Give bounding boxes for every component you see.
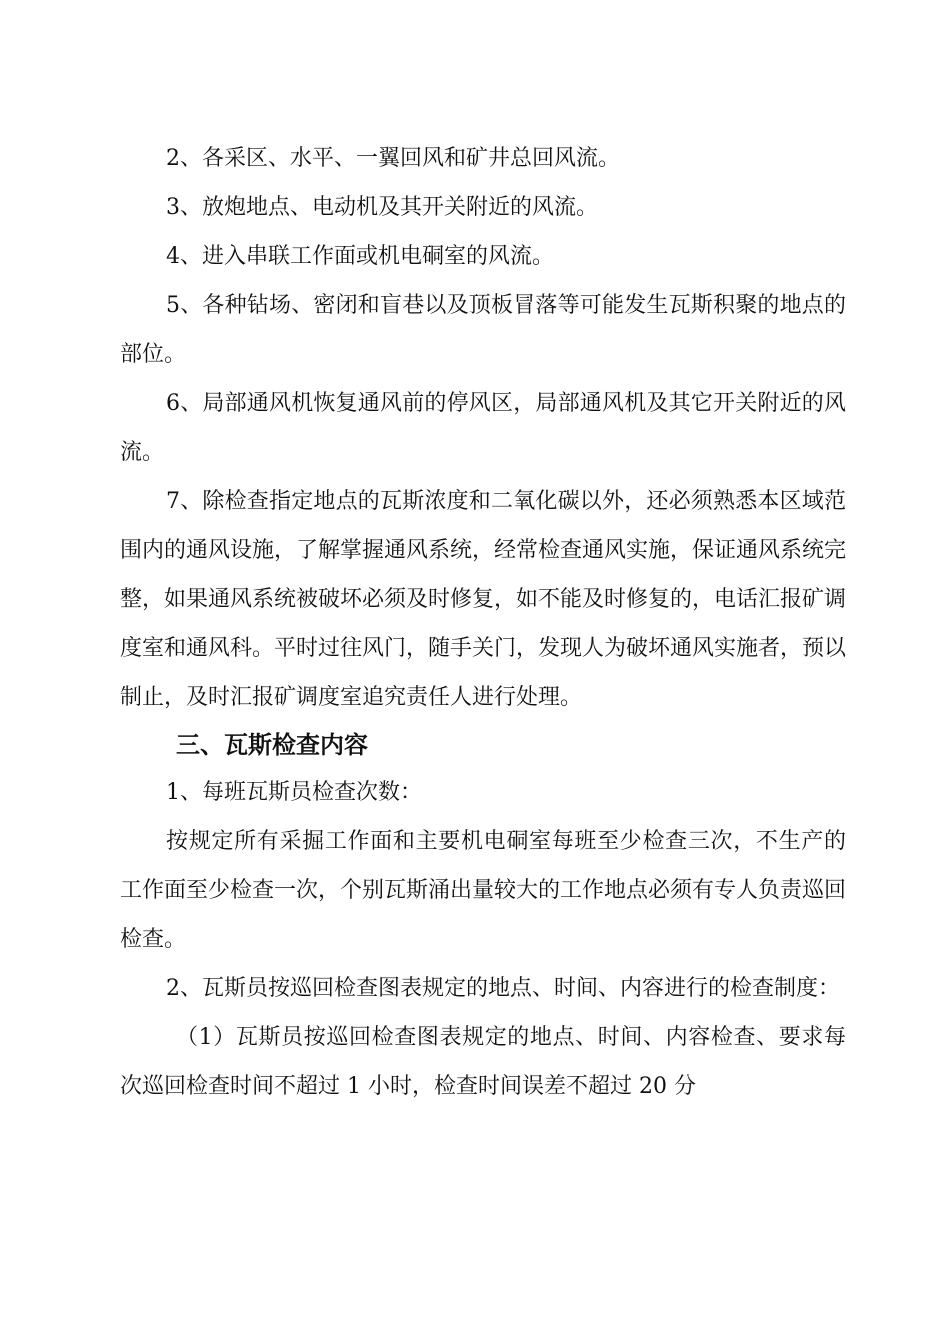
paragraph-check-system: 2、瓦斯员按巡回检查图表规定的地点、时间、内容进行的检查制度： [166, 976, 840, 1001]
section-heading: 三、瓦斯检查内容 [176, 731, 368, 759]
paragraph-item-5: 5、各种钻场、密闭和盲巷以及顶板冒落等可能发生瓦斯积聚的地点的部位。 [120, 293, 846, 367]
paragraph-item-4: 4、进入串联工作面或机电硐室的风流。 [166, 244, 554, 269]
paragraph-item-3: 3、放炮地点、电动机及其开关附近的风流。 [166, 195, 598, 220]
paragraph-item-2: 2、各采区、水平、一翼回风和矿井总回风流。 [166, 146, 620, 171]
paragraph-sub-item-1: （1）瓦斯员按巡回检查图表规定的地点、时间、内容检查、要求每次巡回检查时间不超过 1 小时，检查时间误差不超过 20 分 [120, 1025, 846, 1099]
paragraph-item-7: 7、除检查指定地点的瓦斯浓度和二氧化碳以外，还必须熟悉本区域范围内的通风设施，了解掌握通风系统，经常检查通风实施，保证通风系统完整，如果通风系统被破坏必须及时修复，如不能及时修复的，电话汇报矿调度室和通风科。平时过往风门，随手关门，发现人为破坏通风实施者，预以制止，及时汇报矿调度室追究责任人进行处理。 [120, 489, 847, 710]
paragraph-check-count: 1、每班瓦斯员检查次数： [166, 780, 422, 805]
paragraph-item-6: 6、局部通风机恢复通风前的停风区，局部通风机及其它开关附近的风流。 [120, 391, 846, 465]
paragraph-check-rules: 按规定所有采掘工作面和主要机电硐室每班至少检查三次，不生产的工作面至少检查一次，个别瓦斯涌出量较大的工作地点必须有专人负责巡回检查。 [120, 829, 847, 952]
document-body [120, 134, 846, 1111]
